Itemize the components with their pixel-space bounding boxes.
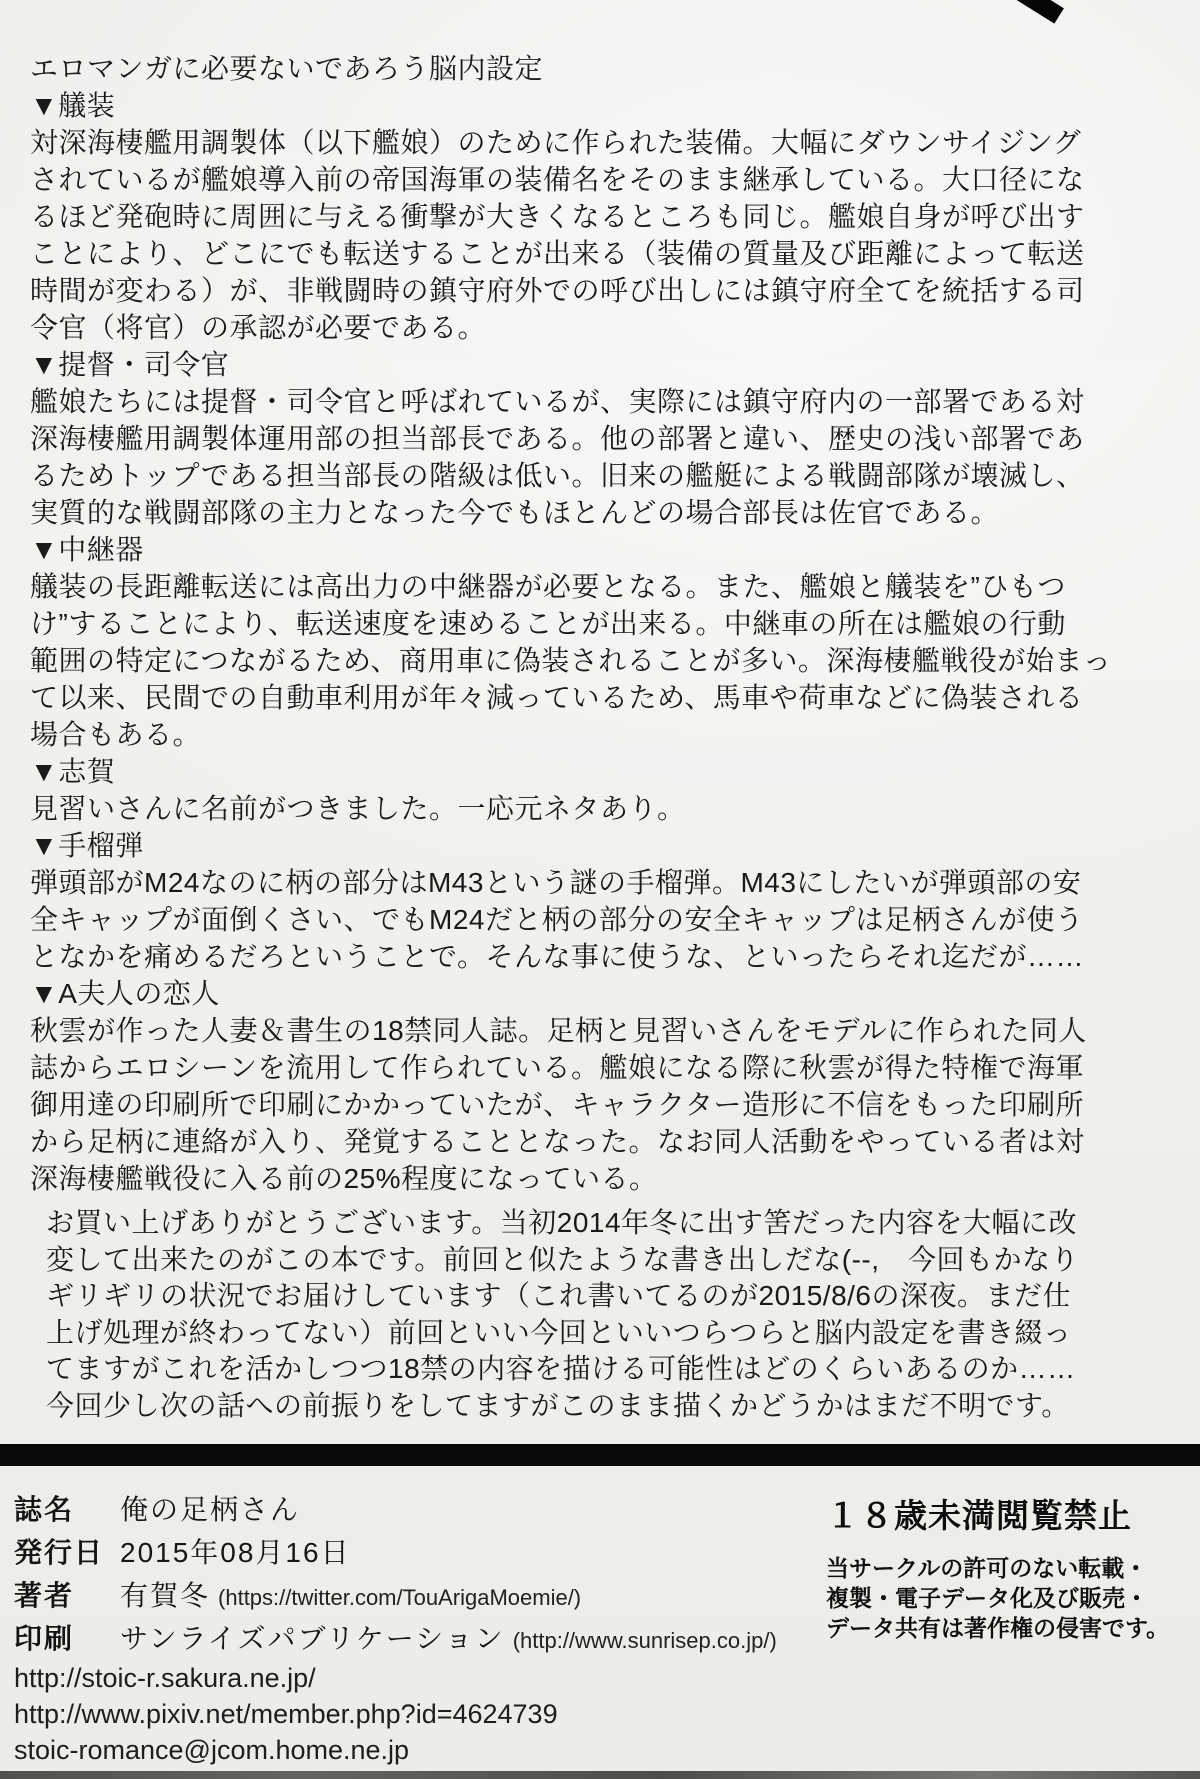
afterword-line: お買い上げありがとうございます。当初2014年冬に出す筈だった内容を大幅に改 — [46, 1207, 1078, 1238]
copyright-warning-line: データ共有は著作権の侵害です。 — [826, 1615, 1170, 1641]
page-title: エロマンガに必要ないであろう脳内設定 — [30, 53, 544, 84]
scan-artifact-corner — [1000, 0, 1064, 24]
colophon-label: 発行日 — [14, 1537, 105, 1568]
colophon-value: 2015年08月16日 — [120, 1537, 351, 1568]
body-line: となかを痛めるだろということで。そんな事に使うな、といったらそれ迄だが…… — [30, 941, 1084, 972]
body-line: 全キャップが面倒くさい、でもM24だと柄の部分の安全キャップは足柄さんが使う — [30, 904, 1084, 935]
colophon-row — [14, 1574, 784, 1617]
body-line: 艦娘たちには提督・司令官と呼ばれているが、実際には鎮守府内の一部署である対 — [30, 386, 1085, 417]
colophon-row — [14, 1531, 784, 1574]
body-line: ▼手榴弾 — [30, 830, 144, 861]
body-line: 見習いさんに名前がつきました。一応元ネタあり。 — [30, 793, 686, 824]
body-line: て以来、民間での自動車利用が年々減っているため、馬車や荷車などに偽装される — [30, 682, 1084, 713]
age-restriction-notice — [826, 1490, 1196, 1643]
body-line: から足柄に連絡が入り、発覚することとなった。なお同人活動をやっている者は対 — [30, 1126, 1085, 1157]
body-line: されているが艦娘導入前の帝国海軍の装備名をそのまま継承している。大口径にな — [30, 164, 1085, 195]
divider-bar — [0, 1444, 1200, 1466]
copyright-warning-line: 当サークルの許可のない転載・ — [826, 1555, 1148, 1581]
body-line: 令官（将官）の承認が必要である。 — [30, 312, 487, 343]
body-text — [30, 50, 1111, 1197]
body-line: るためトップである担当部長の階級は低い。旧来の艦艇による戦闘部隊が壊滅し、 — [30, 460, 1085, 491]
body-line: ▼中継器 — [30, 534, 144, 565]
body-line: ▼提督・司令官 — [30, 349, 230, 380]
body-line: 範囲の特定につながるため、商用車に偽装されることが多い。深海棲艦戦役が始まっ — [30, 645, 1112, 676]
body-line: 実質的な戦闘部隊の主力となった今でもほとんどの場合部長は佐官である。 — [30, 497, 1000, 528]
colophon — [14, 1488, 784, 1768]
colophon-rows — [14, 1488, 784, 1660]
colophon-label: 印刷 — [14, 1623, 75, 1654]
copyright-warning — [826, 1553, 1196, 1643]
colophon-links — [14, 1660, 784, 1768]
body-line: 対深海棲艦用調製体（以下艦娘）のために作られた装備。大幅にダウンサイジング — [30, 127, 1082, 158]
afterword-line: 変して出来たのがこの本です。前回と似たような書き出しだな(--, 今回もかなり — [46, 1243, 1080, 1275]
body-lines — [30, 87, 1111, 1197]
colophon-value: 有賀冬 — [120, 1580, 211, 1611]
body-line: ▼艤装 — [30, 90, 116, 121]
body-line: 誌からエロシーンを流用して作られている。艦娘になる際に秋雲が得た特権で海軍 — [30, 1052, 1084, 1083]
colophon-link: http://stoic-r.sakura.ne.jp/ — [14, 1663, 316, 1693]
colophon-label: 著者 — [14, 1580, 75, 1611]
afterword-line: てますがこれを活かしつつ18禁の内容を描ける可能性はどのくらいあるのか…… — [46, 1353, 1076, 1384]
body-line: るほど発砲時に周囲に与える衝撃が大きくなるところも同じ。艦娘自身が呼び出す — [30, 201, 1085, 232]
colophon-url-note: (http://www.sunrisep.co.jp/) — [512, 1628, 777, 1653]
afterword-line: 今回少し次の話への前振りをしてますがこのまま描くかどうかはまだ不明です。 — [46, 1389, 1070, 1421]
body-line: ▼志賀 — [30, 756, 116, 787]
afterword-line: ギリギリの状況でお届けしています（これ書いてるのが2015/8/6の深夜。まだ仕 — [46, 1280, 1071, 1311]
body-line: 艤装の長距離転送には高出力の中継器が必要となる。また、艦娘と艤装を”ひもつ — [30, 571, 1066, 602]
body-line: 秋雲が作った人妻＆書生の18禁同人誌。足柄と見習いさんをモデルに作られた同人 — [30, 1015, 1087, 1046]
afterword-text — [46, 1205, 1079, 1424]
age-restriction-heading: １８歳未満閲覧禁止 — [826, 1497, 1132, 1534]
copyright-warning-line: 複製・電子データ化及び販売・ — [826, 1585, 1148, 1611]
body-line: 場合もある。 — [30, 719, 202, 750]
scan-artifact-bottom-edge — [0, 1771, 1200, 1779]
colophon-label: 誌名 — [14, 1494, 75, 1525]
colophon-value: 俺の足柄さん — [120, 1494, 301, 1525]
colophon-url-note: (https://twitter.com/TouArigaMoemie/) — [218, 1585, 582, 1610]
colophon-row — [14, 1488, 784, 1531]
body-line: ▼A夫人の恋人 — [30, 978, 220, 1009]
body-line: ことにより、どこにでも転送することが出来る（装備の質量及び距離によって転送 — [30, 238, 1085, 269]
body-line: け”することにより、転送速度を速めることが出来る。中継車の所在は艦娘の行動 — [30, 608, 1066, 639]
colophon-row — [14, 1617, 784, 1660]
body-line: 深海棲艦戦役に入る前の25%程度になっている。 — [30, 1163, 658, 1194]
body-line: 弾頭部がM24なのに柄の部分はM43という謎の手榴弾。M43にしたいが弾頭部の安 — [30, 867, 1082, 898]
afterword-line: 上げ処理が終わってない）前回といい今回といいつらつらと脳内設定を書き綴っ — [46, 1316, 1072, 1348]
colophon-link: stoic-romance@jcom.home.ne.jp — [14, 1735, 410, 1765]
colophon-link: http://www.pixiv.net/member.php?id=4624739 — [14, 1699, 558, 1729]
body-line: 時間が変わる）が、非戦闘時の鎮守府外での呼び出しには鎮守府全てを統括する司 — [30, 275, 1085, 306]
body-line: 御用達の印刷所で印刷にかかっていたが、キャラクター造形に不信をもった印刷所 — [30, 1089, 1084, 1120]
colophon-value: サンライズパブリケーション — [120, 1623, 505, 1654]
body-line: 深海棲艦用調製体運用部の担当部長である。他の部署と違い、歴史の浅い部署であ — [30, 423, 1085, 454]
